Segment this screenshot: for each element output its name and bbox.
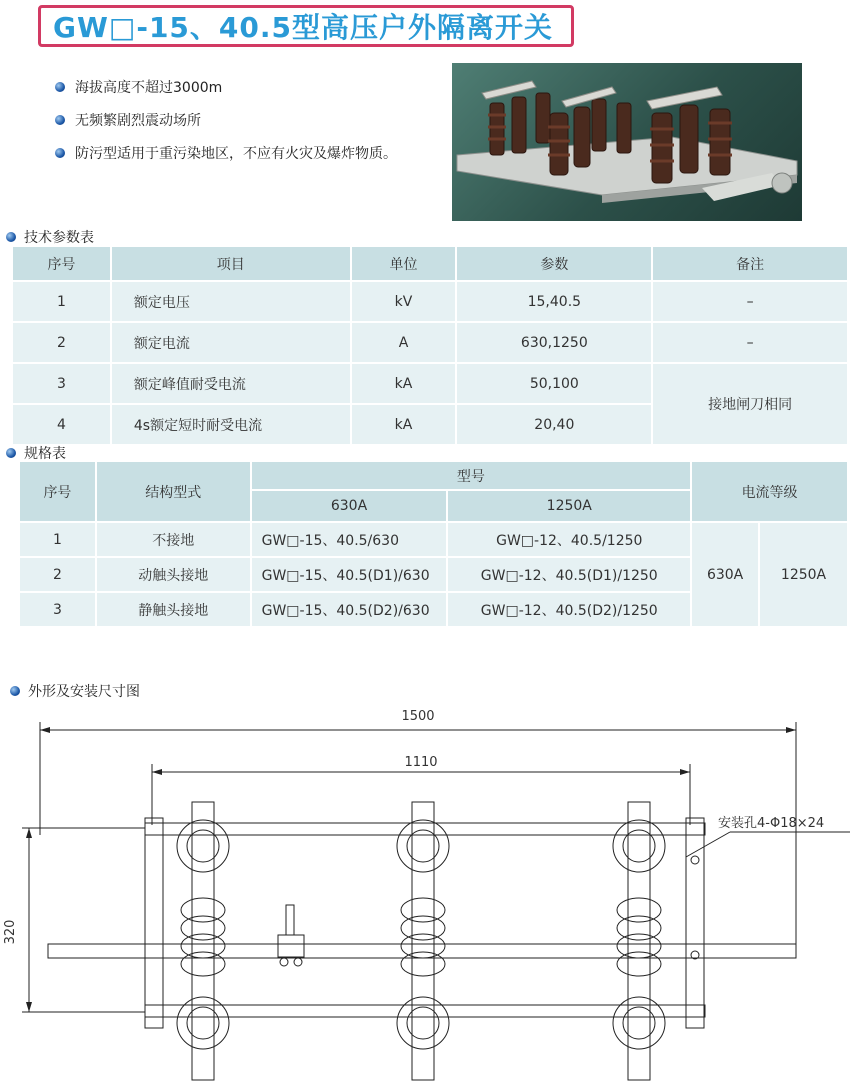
cell-note: – (652, 281, 848, 322)
pole-middle (397, 802, 449, 1080)
header-cell: 630A (251, 490, 448, 522)
cell-no: 3 (13, 363, 111, 404)
bullet-icon (55, 148, 65, 158)
section-title-text: 规格表 (24, 446, 66, 462)
page-title: GW□-15、40.5型高压户外隔离开关 (38, 5, 574, 47)
cell-no: 2 (20, 557, 96, 592)
cell-no: 3 (20, 592, 96, 627)
table-header-row (20, 462, 848, 490)
cell-unit: kA (351, 363, 457, 404)
feature-item (55, 70, 397, 103)
header-cell: 1250A (447, 490, 691, 522)
table-header-row (13, 247, 848, 281)
cell-no: 2 (13, 322, 111, 363)
cell-value: 50,100 (456, 363, 652, 404)
cell-level-1250: 1250A (759, 522, 848, 627)
feature-list (55, 70, 397, 169)
cell-model-630: GW□-15、40.5(D1)/630 (251, 557, 448, 592)
cell-model-1250: GW□-12、40.5(D2)/1250 (447, 592, 691, 627)
cell-no: 4 (13, 404, 111, 445)
header-cell: 序号 (13, 247, 111, 281)
cell-model-1250: GW□-12、40.5(D1)/1250 (447, 557, 691, 592)
grounding-mechanism (278, 905, 304, 966)
cell-item: 额定电流 (111, 322, 351, 363)
table-row (13, 363, 848, 404)
cell-model-630: GW□-15、40.5/630 (251, 522, 448, 557)
section-title-text: 技术参数表 (24, 230, 94, 246)
pole-left (177, 802, 229, 1080)
feature-text: 防污型适用于重污染地区，不应有火灾及爆炸物质。 (75, 145, 397, 162)
cell-level-630: 630A (691, 522, 759, 627)
cell-unit: kA (351, 404, 457, 445)
cell-model-1250: GW□-12、40.5/1250 (447, 522, 691, 557)
cell-no: 1 (20, 522, 96, 557)
header-cell: 单位 (351, 247, 457, 281)
product-photo (452, 63, 802, 221)
header-cell: 项目 (111, 247, 351, 281)
cell-model-630: GW□-15、40.5(D2)/630 (251, 592, 448, 627)
header-cell: 型号 (251, 462, 692, 490)
cell-note: – (652, 322, 848, 363)
bullet-icon (55, 82, 65, 92)
tech-params-table (13, 247, 849, 446)
header-cell: 参数 (456, 247, 652, 281)
section-title-text: 外形及安装尺寸图 (28, 684, 140, 700)
cell-merged-note: 接地闸刀相同 (652, 363, 848, 445)
drawing-title (10, 681, 140, 701)
dim-height-label: 320 (3, 919, 18, 945)
hole-note-label: 安装孔4-Φ18×24 (718, 816, 825, 831)
cell-item: 4s额定短时耐受电流 (111, 404, 351, 445)
cell-no: 1 (13, 281, 111, 322)
header-cell: 序号 (20, 462, 96, 522)
dim-inner-label: 1110 (404, 755, 438, 770)
pole-right (613, 802, 665, 1080)
header-cell: 电流等级 (691, 462, 848, 522)
feature-item (55, 103, 397, 136)
feature-text: 无频繁剧烈震动场所 (75, 112, 201, 129)
cell-item: 额定峰值耐受电流 (111, 363, 351, 404)
bullet-icon (10, 686, 20, 696)
cell-value: 630,1250 (456, 322, 652, 363)
cell-unit: kV (351, 281, 457, 322)
spec-table (20, 462, 849, 628)
table-row (13, 322, 848, 363)
feature-text: 海拔高度不超过3000m (75, 79, 223, 96)
dimension-drawing (0, 700, 864, 1082)
table-row (13, 281, 848, 322)
cell-structure: 动触头接地 (96, 557, 251, 592)
cell-unit: A (351, 322, 457, 363)
feature-item (55, 136, 397, 169)
cell-item: 额定电压 (111, 281, 351, 322)
switch-photo-illustration (452, 63, 802, 221)
tech-params-title (6, 227, 94, 247)
header-cell: 备注 (652, 247, 848, 281)
cell-structure: 不接地 (96, 522, 251, 557)
cell-value: 15,40.5 (456, 281, 652, 322)
header-cell: 结构型式 (96, 462, 251, 522)
cell-value: 20,40 (456, 404, 652, 445)
cell-structure: 静触头接地 (96, 592, 251, 627)
spec-table-title (6, 443, 66, 463)
dim-overall-label: 1500 (401, 709, 435, 724)
table-row (20, 522, 848, 557)
bullet-icon (55, 115, 65, 125)
bullet-icon (6, 232, 16, 242)
bullet-icon (6, 448, 16, 458)
